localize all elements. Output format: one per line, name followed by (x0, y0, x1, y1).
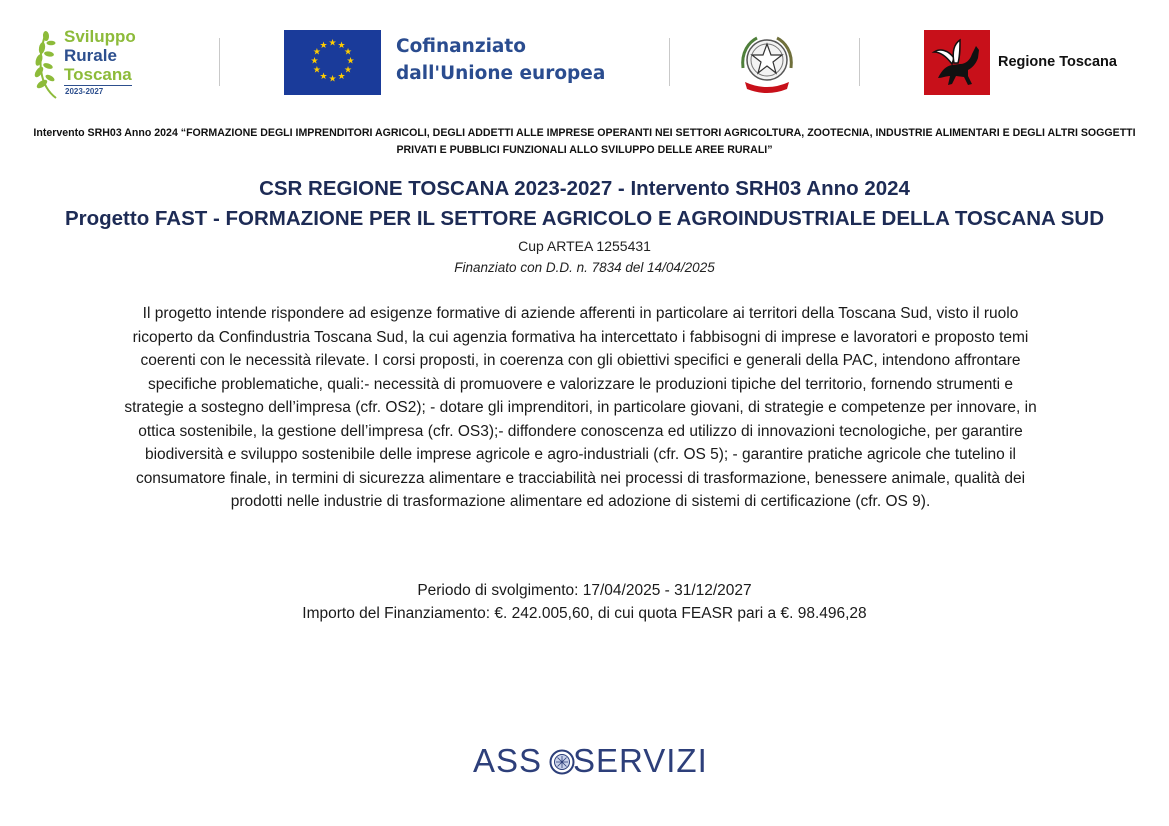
cup-code: Cup ARTEA 1255431 (518, 238, 651, 254)
logo-divider (669, 38, 670, 86)
funding-amount: Importo del Finanziamento: €. 242.005,60, di cui quota FEASR pari a €. 98.496,28 (302, 605, 867, 622)
svg-text:★: ★ (346, 56, 355, 67)
laurel-icon (32, 26, 62, 100)
svg-text:★: ★ (328, 74, 337, 85)
svg-text:★: ★ (312, 47, 321, 58)
svg-text:★: ★ (337, 72, 346, 83)
logo-toscana-text: Toscana (64, 65, 132, 84)
eu-cofinanziato-logo (284, 30, 614, 96)
eu-flag-icon (284, 30, 381, 95)
eu-cofinanziato-text: Cofinanziato (396, 36, 526, 57)
funding-decree: Finanziato con D.D. n. 7834 del 14/04/2025 (454, 260, 715, 275)
eu-unione-text: dall'Unione europea (396, 63, 606, 84)
svg-text:★: ★ (319, 40, 328, 51)
svg-text:★: ★ (319, 72, 328, 83)
assoservizi-text-part1: ASS (473, 742, 543, 779)
logo-header (0, 0, 1169, 110)
assoservizi-text-part2: SERVIZI (573, 742, 708, 779)
project-description: Il progetto intende rispondere ad esigenze formative di aziende afferenti in particolare ai territori della Toscana Sud, visto il ruolo ricoperto da Confindustria Toscana Sud, la cui agenzia formativa ha intercettato i fabbisogni di imprese e lavoratori e proposto temi coerenti con le necessità rilevate. I corsi proposti, in coerenza con gli obiettivi specifici e generali della PAC, intendono affrontare specifiche problematiche, quali:- necessità di promuovere e valorizzare le produzioni tipiche del territorio, fornendo strumenti e strategie a sostegno dell’impresa (cfr. OS2); - dotare gli imprenditori, in particolare giovani, di strategie e competenze per innovare, in ottica sostenibile, la gestione dell’impresa (cfr. OS3);- diffondere conoscenza ed utilizzo di innovazioni tecnologiche, per garantire biodiversità e sviluppo sostenibile delle imprese agricole e agro-industriali (cfr. OS 5); - garantire pratiche agricole che tutelino il consumatore finale, in termini di sicurezza alimentare e tracciabilità nei processi di trasformazione, benessere animale, qualità dei prodotti nelle industrie di trasformazione alimentare ed adozione di sistemi di certificazione (cfr. OS 9). (124, 305, 1037, 510)
svg-text:★: ★ (310, 56, 319, 67)
italian-emblem-icon (735, 30, 799, 98)
repubblica-italiana-emblem (735, 30, 799, 98)
project-period: Periodo di svolgimento: 17/04/2025 - 31/12/2027 (417, 582, 752, 599)
svg-text:★: ★ (312, 65, 321, 76)
logo-sviluppo-text: Sviluppo (64, 27, 136, 46)
svg-text:★: ★ (337, 40, 346, 51)
sviluppo-rurale-toscana-logo (32, 26, 162, 100)
logo-rurale-text: Rurale (64, 46, 117, 65)
svg-text:★: ★ (344, 65, 353, 76)
pegasus-icon (924, 30, 990, 95)
project-title: Progetto FAST - FORMAZIONE PER IL SETTORE AGRICOLO E AGROINDUSTRIALE DELLA TOSCANA SUD (64, 207, 1105, 230)
regione-toscana-text: Regione Toscana (998, 54, 1117, 70)
logo-divider (859, 38, 860, 86)
page-title: CSR REGIONE TOSCANA 2023-2027 - Intervento SRH03 Anno 2024 (259, 177, 910, 200)
assoservizi-logo (470, 742, 708, 782)
assoservizi-emblem-icon (549, 749, 575, 775)
svg-text:★: ★ (328, 38, 337, 49)
logo-years-text: 2023-2027 (65, 87, 104, 96)
svg-text:★: ★ (344, 47, 353, 58)
intervento-description: Intervento SRH03 Anno 2024 “FORMAZIONE DEGLI IMPRENDITORI AGRICOLI, DEGLI ADDETTI ALLE IMPRESE OPERANTI NEI SETTORI AGRICOLTURA, ZOOTECNIA, INDUSTRIE ALIMENTARI E DEGLI ALTRI SOGGETTI PRIVATI E PUBBLICI FUNZIONALI ALLO SVILUPPO DELLE AREE RURALI” (33, 127, 1136, 156)
regione-toscana-logo (924, 30, 1144, 96)
logo-divider (219, 38, 220, 86)
